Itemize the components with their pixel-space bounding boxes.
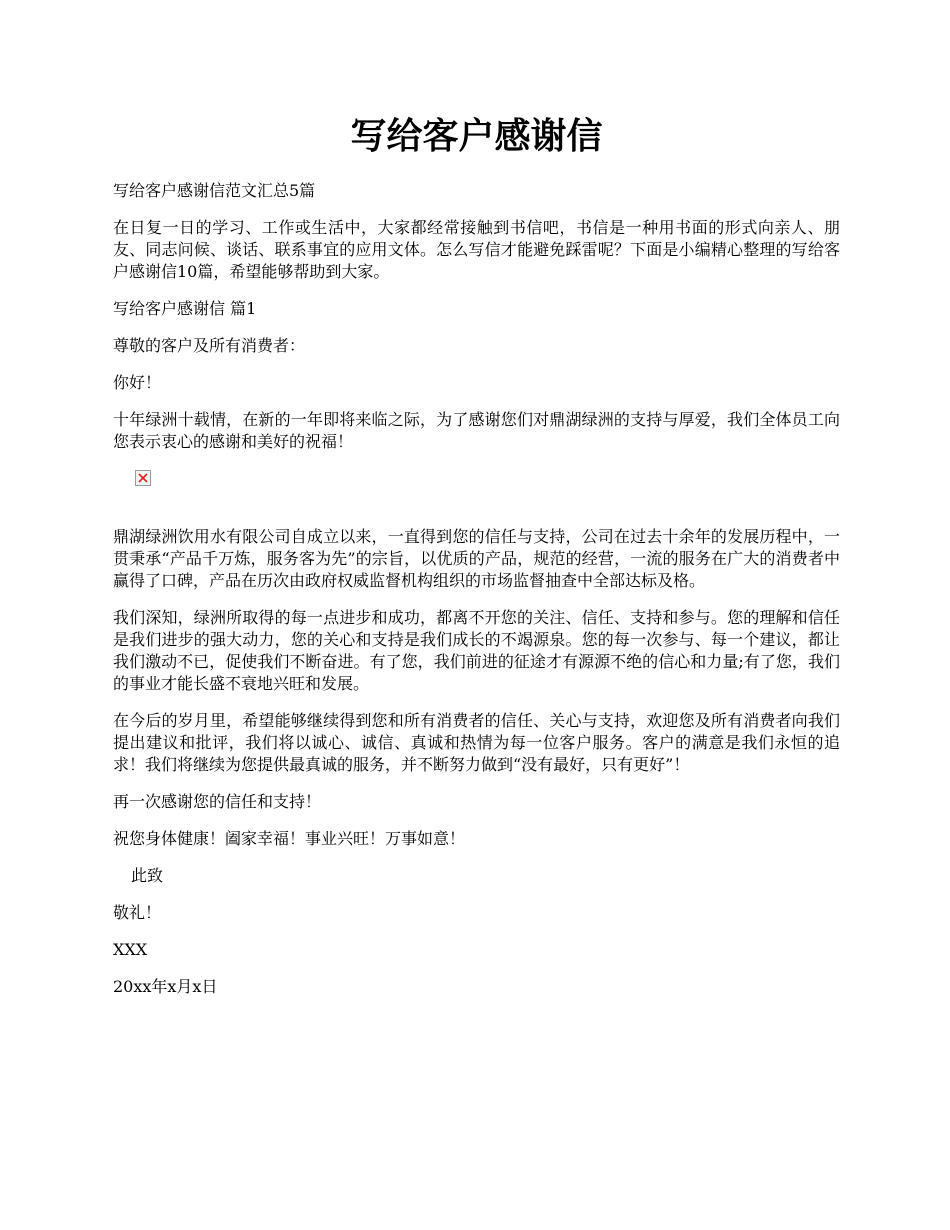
date-paragraph: 20xx年x月x日 bbox=[113, 977, 218, 996]
image-placeholder bbox=[113, 466, 840, 516]
body-paragraph-3: 我们深知，绿洲所取得的每一点进步和成功，都离不开您的关注、信任、支持和参与。您的理解和信任是我们进步的强大动力，您的关心和支持是我们成长的不竭源泉。您的每一次参与、每一个建议，都让我们激动不已，促使我们不断奋进。有了您，我们前进的征途才有源源不绝的信心和力量;有了您，我们的事业才能长盛不衰地兴旺和发展。 bbox=[113, 608, 840, 693]
salutation-paragraph: 尊敬的客户及所有消费者： bbox=[113, 336, 306, 355]
closing-paragraph: 此致 bbox=[131, 866, 164, 885]
document-body bbox=[113, 180, 840, 1013]
body-paragraph-4: 在今后的岁月里，希望能够继续得到您和所有消费者的信任、关心与支持，欢迎您及所有消费者向我们提出建议和批评，我们将以诚心、诚信、真诚和热情为每一位客户服务。客户的满意是我们永恒的追求！我们将继续为您提供最真诚的服务，并不断努力做到“没有最好，只有更好”！ bbox=[113, 711, 840, 774]
broken-image-icon bbox=[135, 470, 151, 486]
body-paragraph-1: 十年绿洲十载情，在新的一年即将来临之际，为了感谢您们对鼎湖绿洲的支持与厚爱，我们全体员工向您表示衷心的感谢和美好的祝福！ bbox=[113, 410, 840, 451]
intro-paragraph: 在日复一日的学习、工作或生活中，大家都经常接触到书信吧，书信是一种用书面的形式向亲人、朋友、同志问候、谈话、联系事宜的应用文体。怎么写信才能避免踩雷呢？下面是小编精心整理的写给客户感谢信10篇，希望能够帮助到大家。 bbox=[113, 218, 840, 281]
signature-paragraph: XXX bbox=[113, 940, 148, 959]
document-title: 写给客户感谢信 bbox=[350, 115, 603, 157]
section-heading: 写给客户感谢信 篇1 bbox=[113, 299, 257, 318]
thanks-again-paragraph: 再一次感谢您的信任和支持！ bbox=[113, 792, 322, 811]
body-paragraph-2: 鼎湖绿洲饮用水有限公司自成立以来，一直得到您的信任与支持，公司在过去十余年的发展历程中，一贯秉承“产品千万炼，服务客为先”的宗旨，以优质的产品，规范的经营，一流的服务在广大的消费者中赢得了口碑，产品在历次由政府权威监督机构组织的市场监督抽查中全部达标及格。 bbox=[113, 527, 840, 590]
subtitle-paragraph: 写给客户感谢信范文汇总5篇 bbox=[113, 181, 316, 200]
wishes-paragraph: 祝您身体健康！阖家幸福！事业兴旺！万事如意！ bbox=[113, 829, 466, 848]
greeting-paragraph: 你好！ bbox=[113, 373, 162, 392]
regards-paragraph: 敬礼！ bbox=[113, 903, 162, 922]
